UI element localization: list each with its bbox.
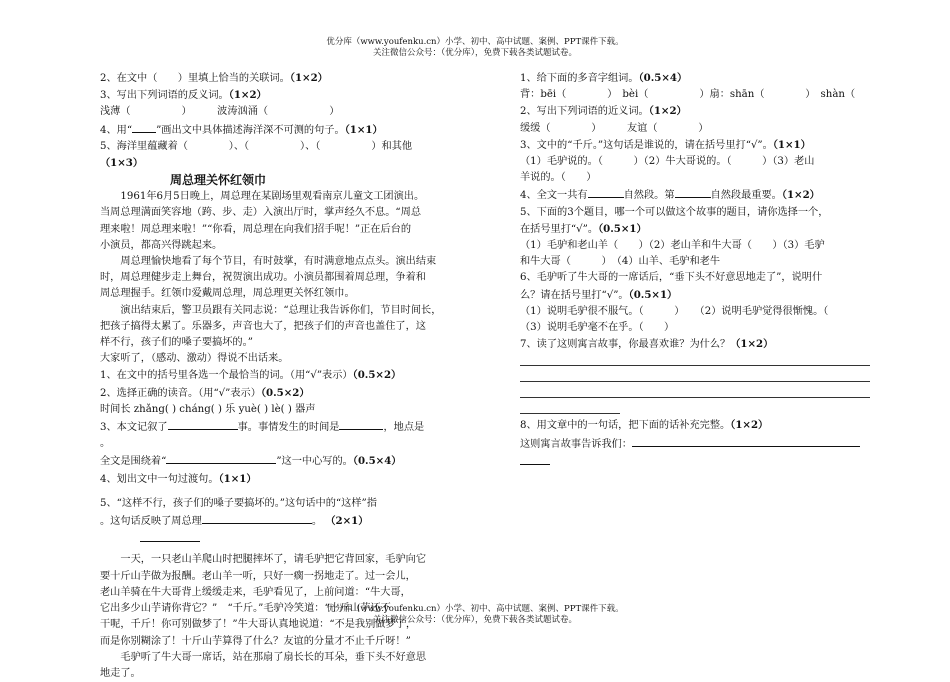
question-5: 5、海洋里蕴藏着（ ）、（ ）、（ ）和其他 bbox=[100, 140, 413, 152]
passage-p1-line4: 小演员，都高兴得跳起来。 bbox=[100, 239, 223, 251]
passage-title: 周总理关怀红领巾 bbox=[170, 173, 267, 188]
story-line-7: 毛驴听了牛大哥一席话，站在那扇了扇长长的耳朵，垂下头不好意思 bbox=[120, 651, 427, 663]
sub-question-5-line2: 。这句话反映了周总理 。 （2×1） bbox=[100, 512, 468, 530]
right-question-5-options2: 和牛大哥（ ） （4）山羊、毛驴和老牛 bbox=[520, 256, 721, 268]
right-question-5: 5、下面的3个题目，哪一个可以做这个故事的题目，请你选择一个， bbox=[520, 206, 829, 218]
page-footer bbox=[0, 604, 950, 626]
right-question-2: 2、写出下列词语的近义词。（1×2） bbox=[520, 105, 687, 118]
footer-line-1: 优分库（www.youfenku.cn）小学、初中、高中试题、案例、PPT课件下载。 bbox=[326, 604, 624, 614]
story-line-3: 老山羊骑在牛大哥背上缓缓走来，毛驴看见了，上前问道：“牛大哥， bbox=[100, 586, 411, 598]
right-question-5-options: （1）毛驴和老山羊（ ）（2）老山羊和牛大哥（ ）（3）毛驴 bbox=[520, 240, 825, 252]
sub-question-3: 3、本文记叙了 事。事情发生的时间是 ，地点是 bbox=[100, 418, 468, 436]
header-line-1: 优分库（www.youfenku.cn）小学、初中、高中试题、案例、PPT课件下载。 bbox=[326, 37, 624, 47]
answer-rule-5 bbox=[520, 453, 870, 471]
question-2: 2、在文中（ ）里填上恰当的关联词。（1×2） bbox=[100, 72, 328, 84]
passage-p3-line3: 样不行，孩子们的嗓子要搞坏的。” bbox=[100, 337, 253, 349]
passage-p3: 演出结束后，警卫员跟有关同志说：“总理让我告诉你们，节目时间长， bbox=[120, 304, 442, 316]
passage-p2-line2: 时，周总理健步走上舞台，祝贺演出成功。小演员都围着周总理，争着和 bbox=[100, 272, 426, 284]
question-4: 4、用“ ”画出文中具体描述海洋深不可测的句子。（1×1） bbox=[100, 121, 468, 139]
question-5-score: （1×3） bbox=[100, 157, 144, 170]
answer-rule-2 bbox=[520, 369, 870, 382]
story-line-5: 干呢，千斤！你可别做梦了！”牛大哥认真地说道：“不是我别做梦了， bbox=[100, 619, 417, 631]
answer-line bbox=[100, 530, 468, 548]
right-question-6: 6、毛驴听了牛大哥的一席话后，“垂下头不好意思地走了”，说明什 bbox=[520, 272, 823, 284]
sub-question-1: 1、在文中的括号里各选一个最恰当的词。（用“√”表示）（0.5×2） bbox=[100, 369, 402, 382]
sub-question-2: 2、选择正确的读音。（用“√”表示）（0.5×2） bbox=[100, 386, 310, 399]
question-3-words: 浅薄（ ） 波涛汹涌（ ） bbox=[100, 106, 340, 118]
sub-question-3-end: 。 bbox=[100, 438, 111, 450]
right-question-6-line2: 么？请在括号里打“√”。（0.5×1） bbox=[520, 288, 678, 301]
answer-rule-4 bbox=[520, 401, 620, 414]
footer-line-2: 关注微信公众号：（优分库），免费下载各类试题试卷。 bbox=[372, 615, 577, 625]
right-question-3-line: （1）毛驴说的。（ ）（2）牛大哥说的。（ ）（3）老山 bbox=[520, 156, 815, 168]
question-3: 3、写出下列词语的反义词。（1×2） bbox=[100, 89, 267, 102]
sub-question-3-center: 全文是围绕着“ ”这一中心写的。（0.5×4） bbox=[100, 452, 468, 470]
right-question-7: 7、读了这则寓言故事，你最喜欢谁？为什么？（1×2） bbox=[520, 338, 774, 351]
right-question-5-line2: 在括号里打“√”。（0.5×1） bbox=[520, 222, 647, 235]
answer-rule-3 bbox=[520, 385, 870, 398]
sub-question-4: 4、划出文中一句过渡句。（1×1） bbox=[100, 472, 257, 485]
sub-question-5: 5、“这样不行，孩子们的嗓子要搞坏的。”这句话中的“这样”指 bbox=[100, 497, 377, 509]
right-question-3: 3、文中的“千斤。”这句话是谁说的，请在括号里打“√”。（1×1） bbox=[520, 138, 811, 151]
right-question-4: 4、全文一共有 自然段。第 自然段最重要。（1×2） bbox=[520, 186, 870, 204]
header-line-2: 关注微信公众号：（优分库），免费下载各类试题试卷。 bbox=[372, 48, 577, 58]
right-question-8-line: 这则寓言故事告诉我们： bbox=[520, 435, 870, 453]
passage-p2: 周总理愉快地看了每个节目，有时鼓掌，有时满意地点点头。演出结束 bbox=[120, 256, 437, 268]
sub-question-2-pinyin: 时间长 zhǎng( ) cháng( ) 乐 yuè( ) lè( ) 器声 bbox=[100, 403, 316, 415]
right-question-2-line: 缓缓（ ） 友谊（ ） bbox=[520, 122, 709, 134]
story-line-8: 地走了。 bbox=[100, 667, 141, 679]
right-question-6-options2: （3）说明毛驴毫不在乎。（ ） bbox=[520, 322, 675, 334]
passage-p1-line3: 理来啦！周总理来啦！”“你看，周总理在向我们招手呢！”正在后台的 bbox=[100, 223, 412, 235]
story-line-4: 它出多少山芋请你背它？” “千斤。”毛驴冷笑道：“十斤山芋还不 bbox=[100, 603, 391, 615]
story-line-1: 一天，一只老山羊爬山时把腿摔坏了，请毛驴把它背回家，毛驴向它 bbox=[120, 554, 427, 566]
passage-p3-line2: 把孩子搞得太累了。乐器多，声音也大了，把孩子们的声音也盖住了，这 bbox=[100, 320, 426, 332]
story-line-6: 而是你别糊涂了！十斤山芋算得了什么？友谊的分量才不止千斤呀！” bbox=[100, 635, 411, 647]
right-question-1: 1、给下面的多音字组词。（0.5×4） bbox=[520, 72, 688, 84]
left-column bbox=[100, 70, 468, 682]
right-question-6-options: （1）说明毛驴很不服气。（ ） （2）说明毛驴觉得很惭愧。（ bbox=[520, 305, 829, 317]
story-line-2: 要十斤山芋做为报酬。老山羊一听，只好一瘸一拐地走了。过一会儿， bbox=[100, 570, 416, 582]
right-column bbox=[520, 70, 870, 471]
answer-rule-1 bbox=[520, 353, 870, 366]
passage-p2-line3: 周总理握手。红领巾爱戴周总理，周总理更关怀红领巾。 bbox=[100, 288, 355, 300]
page-header bbox=[0, 37, 950, 59]
right-question-3-line2: 羊说的。（ ） bbox=[520, 172, 597, 184]
passage-p1: 1961年6月5日晚上，周总理在某剧场里观看南京儿童文工团演出。 bbox=[120, 191, 425, 203]
passage-p3-line4: 大家听了，（感动、激动）得说不出话来。 bbox=[100, 353, 289, 365]
right-question-8: 8、用文章中的一句话，把下面的话补充完整。（1×2） bbox=[520, 419, 769, 432]
passage-p1-line2: 当周总理满面笑容地（跨、步、走）入演出厅时，掌声经久不息。“周总 bbox=[100, 207, 422, 219]
right-question-1-line: 背：bēi（ ） bèi（ ）扇：shān（ ） shàn（ bbox=[520, 89, 856, 101]
